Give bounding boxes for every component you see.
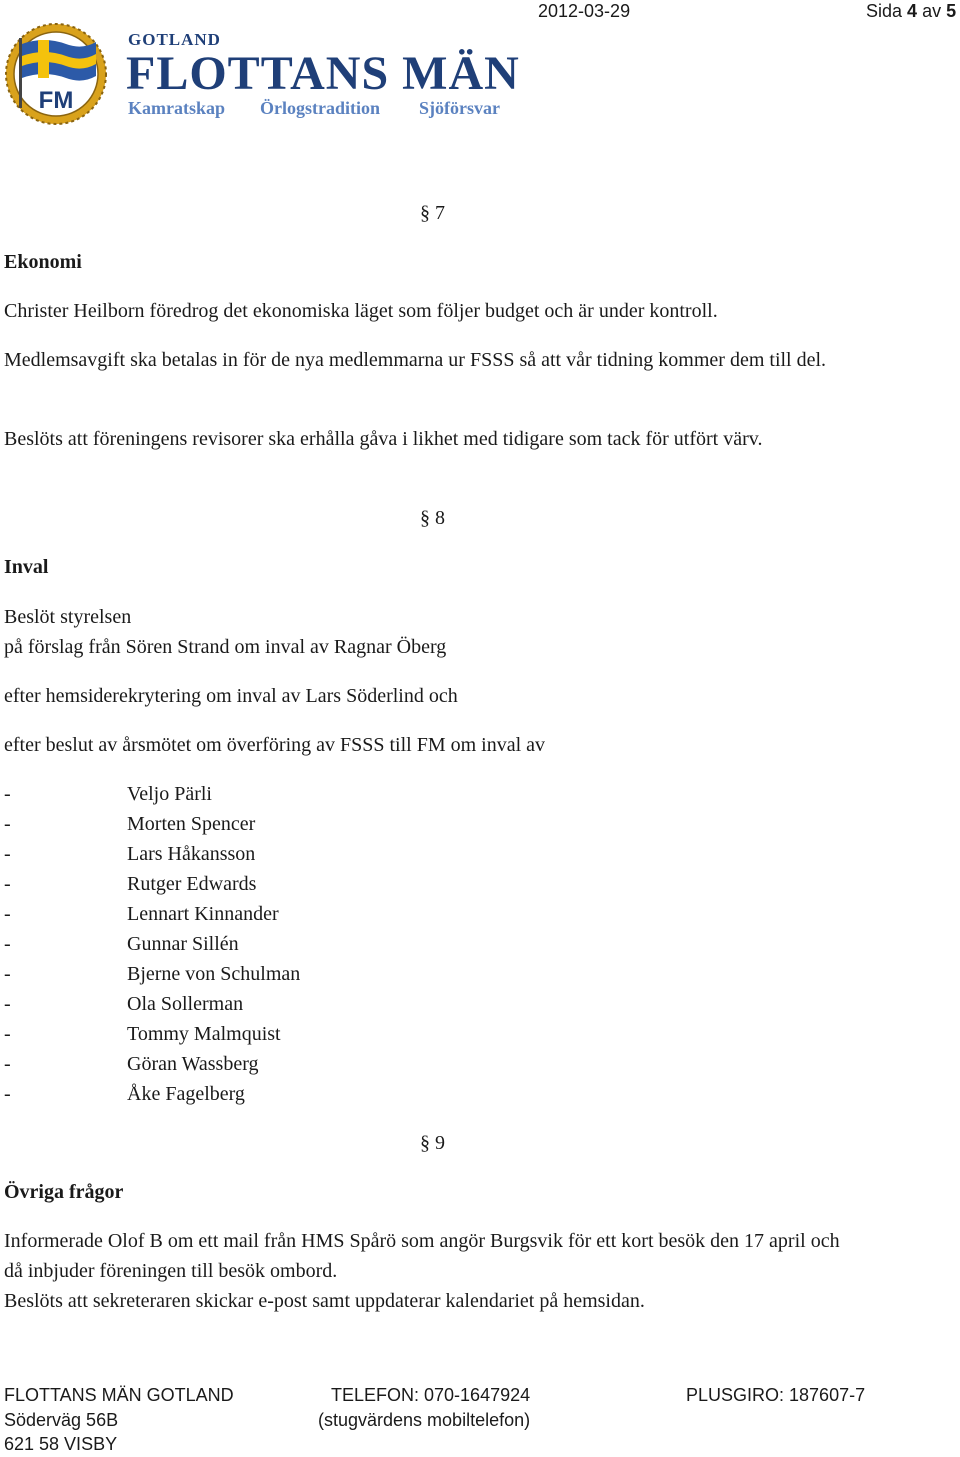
list-dash: - <box>4 843 11 865</box>
text-line: efter beslut av årsmötet om överföring av FSSS till FM om inval av <box>4 734 546 756</box>
footer-plusgiro: PLUSGIRO: 187607-7 <box>686 1385 866 1405</box>
footer-city: 621 58 VISBY <box>4 1434 118 1454</box>
member-name: Åke Fagelberg <box>127 1083 245 1105</box>
footer-phone: TELEFON: 070-1647924 <box>331 1385 531 1405</box>
text-line: efter hemsiderekrytering om inval av Lars Söderlind och <box>4 685 458 707</box>
logo-tagline: Örlogstradition <box>260 98 380 118</box>
flottans-man-emblem-icon <box>4 22 108 126</box>
emblem-text: FM <box>38 87 74 114</box>
paragraph: Beslöts att föreningens revisorer ska erhålla gåva i likhet med tidigare som tack för utfört värv. <box>4 428 763 450</box>
list-dash: - <box>4 783 11 805</box>
list-dash: - <box>4 1023 11 1045</box>
logo-title: FLOTTANS MÄN <box>126 47 520 100</box>
section-number: § 7 <box>420 202 445 224</box>
list-dash: - <box>4 963 11 985</box>
list-dash: - <box>4 1053 11 1075</box>
page-of: av <box>922 1 942 21</box>
member-name: Morten Spencer <box>127 813 256 835</box>
footer-org: FLOTTANS MÄN GOTLAND <box>4 1385 234 1405</box>
list-dash: - <box>4 813 11 835</box>
member-name: Tommy Malmquist <box>127 1023 281 1045</box>
section-number: § 9 <box>420 1132 445 1154</box>
member-name: Göran Wassberg <box>127 1053 259 1075</box>
member-name: Rutger Edwards <box>127 873 257 895</box>
section-number: § 8 <box>420 507 445 529</box>
section-heading: Ekonomi <box>4 251 82 273</box>
paragraph: Informerade Olof B om ett mail från HMS Spårö som angör Burgsvik för ett kort besök den 17 april och då inbjuder föreningen till besök ombord. <box>4 1230 840 1282</box>
page-indicator <box>866 0 956 22</box>
paragraph: Christer Heilborn föredrog det ekonomiska läget som följer budget och är under kontroll. <box>4 300 718 322</box>
logo-tagline: Kamratskap <box>128 98 226 118</box>
member-name: Bjerne von Schulman <box>127 963 301 985</box>
paragraph: Medlemsavgift ska betalas in för de nya medlemmarna ur FSSS så att vår tidning kommer dem till del. <box>4 349 827 371</box>
section-heading: Inval <box>4 556 49 578</box>
list-dash: - <box>4 1083 11 1105</box>
logo-tagline: Sjöförsvar <box>419 98 500 118</box>
page-prefix: Sida <box>866 1 903 21</box>
footer-street: Söderväg 56B <box>4 1410 119 1430</box>
member-name: Lars Håkansson <box>127 843 256 865</box>
member-name: Veljo Pärli <box>127 783 212 805</box>
list-dash: - <box>4 873 11 895</box>
text-line: Beslöt styrelsen <box>4 606 132 628</box>
member-name: Ola Sollerman <box>127 993 244 1015</box>
section-heading: Övriga frågor <box>4 1181 124 1203</box>
footer-phone-note: (stugvärdens mobiltelefon) <box>318 1410 531 1430</box>
logo-region: GOTLAND <box>128 30 221 49</box>
document-date: 2012-03-29 <box>538 1 631 21</box>
page-current: 4 <box>907 1 918 21</box>
list-dash: - <box>4 933 11 955</box>
paragraph: Beslöts att sekreteraren skickar e-post samt uppdaterar kalendariet på hemsidan. <box>4 1290 645 1312</box>
list-dash: - <box>4 993 11 1015</box>
member-name: Gunnar Sillén <box>127 933 239 955</box>
list-dash: - <box>4 903 11 925</box>
text-line: på förslag från Sören Strand om inval av Ragnar Öberg <box>4 636 447 658</box>
member-name: Lennart Kinnander <box>127 903 279 925</box>
page-total: 5 <box>946 1 957 21</box>
